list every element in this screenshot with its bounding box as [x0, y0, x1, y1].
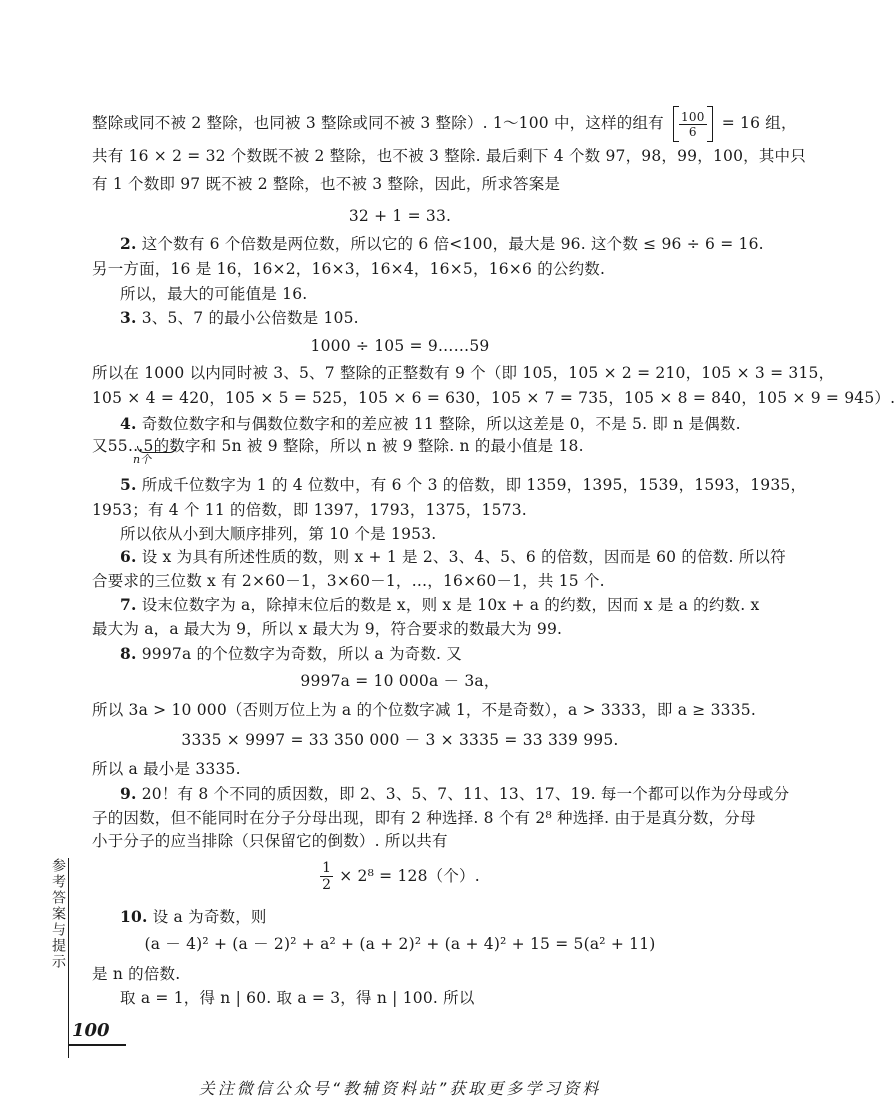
text-line: 最大为 a，a 最大为 9，所以 x 最大为 9，符合要求的数最大为 99.: [92, 620, 563, 638]
problem-9: [120, 784, 790, 804]
page-number-underline: [68, 1044, 126, 1046]
problem-number: 10.: [120, 907, 148, 926]
problem-number: 5.: [120, 475, 137, 494]
side-divider: [68, 858, 69, 1058]
equation: 3335 × 9997 = 33 350 000 － 3 × 3335 = 33 339 995.: [181, 731, 619, 749]
problem-8: [120, 644, 712, 664]
text-span: 3、5、7 的最小公倍数是 105.: [141, 309, 359, 327]
text-line: 另一方面，16 是 16，16×2，16×3，16×4，16×5，16×6 的公约数.: [92, 260, 606, 278]
text-span: = 16 组，: [721, 114, 797, 132]
problem-6: [120, 547, 786, 567]
text-line: 所以在 1000 以内同时被 3、5、7 整除的正整数有 9 个（即 105，105 × 2 = 210，105 × 3 = 315，: [92, 364, 835, 382]
text-line: 共有 16 × 2 = 32 个数既不被 2 整除，也不被 3 整除. 最后剩下 4 个数 97，98，99，100，其中只: [92, 147, 806, 165]
text-line: 105 × 4 = 420，105 × 5 = 525，105 × 6 = 630，105 × 7 = 735，105 × 8 = 840，105 × 9 = 945）.: [92, 389, 895, 407]
section-side-label: 参考答案与提示: [50, 858, 66, 970]
text-span: 这个数有 6 个倍数是两位数，所以它的 6 倍<100，最大是 96. 这个数 ≤ 96 ÷ 6 = 16.: [141, 235, 764, 253]
problem-number: 7.: [120, 595, 137, 614]
text-line: 是 n 的倍数.: [92, 965, 181, 983]
text-line: 所以 a 最小是 3335.: [92, 760, 241, 778]
footer-note: 关注微信公众号“教辅资料站”获取更多学习资料: [198, 1079, 602, 1098]
text-line: 所以 3a > 10 000（否则万位上为 a 的个位数字减 1，不是奇数），a > 3333，即 a ≥ 3335.: [92, 701, 756, 719]
underbrace-label: n个: [133, 453, 152, 466]
problem-number: 3.: [120, 308, 137, 327]
text-span: 设 a 为奇数，则: [152, 908, 267, 926]
problem-number: 9.: [120, 784, 137, 803]
text-span: 设 x 为具有所述性质的数，则 x + 1 是 2、3、4、5、6 的倍数，因而是 60 的倍数. 所以符: [141, 548, 786, 566]
problem-2: [120, 234, 764, 254]
problem-number: 4.: [120, 414, 137, 433]
text-line: 所以依从小到大顺序排列，第 10 个是 1953.: [120, 525, 437, 543]
text-line: 有 1 个数即 97 既不被 2 整除，也不被 3 整除，因此，所求答案是: [92, 175, 561, 193]
text-line: 子的因数，但不能同时在分子分母出现，即有 2 种选择. 8 个有 2⁸ 种选择. 由于是真分数，分母: [92, 809, 756, 827]
text-span: 整除或同不被 2 整除，也同被 3 整除或同不被 3 整除）. 1～100 中，这样的组有: [92, 114, 664, 132]
text-line: [92, 106, 797, 142]
text-span: 所成千位数字为 1 的 4 位数中，有 6 个 3 的倍数，即 1359，1395，1539，1593，1935，: [141, 476, 807, 494]
problem-5: [120, 475, 807, 495]
text-line: 取 a = 1，得 n | 60. 取 a = 3，得 n | 100. 所以: [120, 989, 475, 1007]
equation: (a － 4)² + (a － 2)² + a² + (a + 2)² + (a + 4)² + 15 = 5(a² + 11): [144, 935, 656, 953]
problem-4: [120, 414, 741, 434]
text-line: 合要求的三位数 x 有 2×60－1，3×60－1，…，16×60－1，共 15 个.: [92, 572, 605, 590]
text-line: 小于分子的应当排除（只保留它的倒数）. 所以共有: [92, 832, 448, 850]
page-number: 100: [72, 1020, 110, 1041]
problem-number: 2.: [120, 234, 137, 253]
fraction-denominator: 6: [688, 124, 697, 139]
fraction-numerator: 1: [322, 859, 332, 876]
text-span: 20！有 8 个不同的质因数，即 2、3、5、7、11、13、17、19. 每一个都可以作为分母或分: [141, 785, 790, 803]
text-line: 所以，最大的可能值是 16.: [120, 285, 308, 303]
equation: 1000 ÷ 105 = 9……59: [310, 337, 490, 355]
text-span: 奇数位数字和与偶数位数字和的差应被 11 整除，所以这差是 0，不是 5. 即 n 是偶数.: [141, 415, 741, 433]
fraction-denominator: 2: [322, 876, 332, 893]
problem-3: [120, 308, 712, 328]
equation: 9997a = 10 000a － 3a，: [300, 672, 500, 690]
fraction-numerator: 100: [681, 109, 705, 124]
equation: 32 + 1 = 33.: [348, 207, 452, 225]
problem-7: [120, 595, 760, 615]
equation: [0, 858, 800, 894]
text-span: × 2⁸ = 128（个）.: [339, 867, 480, 885]
problem-number: 6.: [120, 547, 137, 566]
text-line: 又55…5的数字和 5n 被 9 整除，所以 n 被 9 整除. n 的最小值是 18.: [92, 437, 584, 455]
problem-10: [120, 907, 712, 927]
problem-number: 8.: [120, 644, 137, 663]
text-span: 设末位数字为 a，除掉末位后的数是 x，则 x 是 10x + a 的约数，因而 x 是 a 的约数. x: [141, 596, 760, 614]
floor-fraction: [673, 106, 713, 142]
text-span: 9997a 的个位数字为奇数，所以 a 为奇数. 又: [141, 645, 462, 663]
text-line: 1953；有 4 个 11 的倍数，即 1397，1793，1375，1573.: [92, 501, 527, 519]
